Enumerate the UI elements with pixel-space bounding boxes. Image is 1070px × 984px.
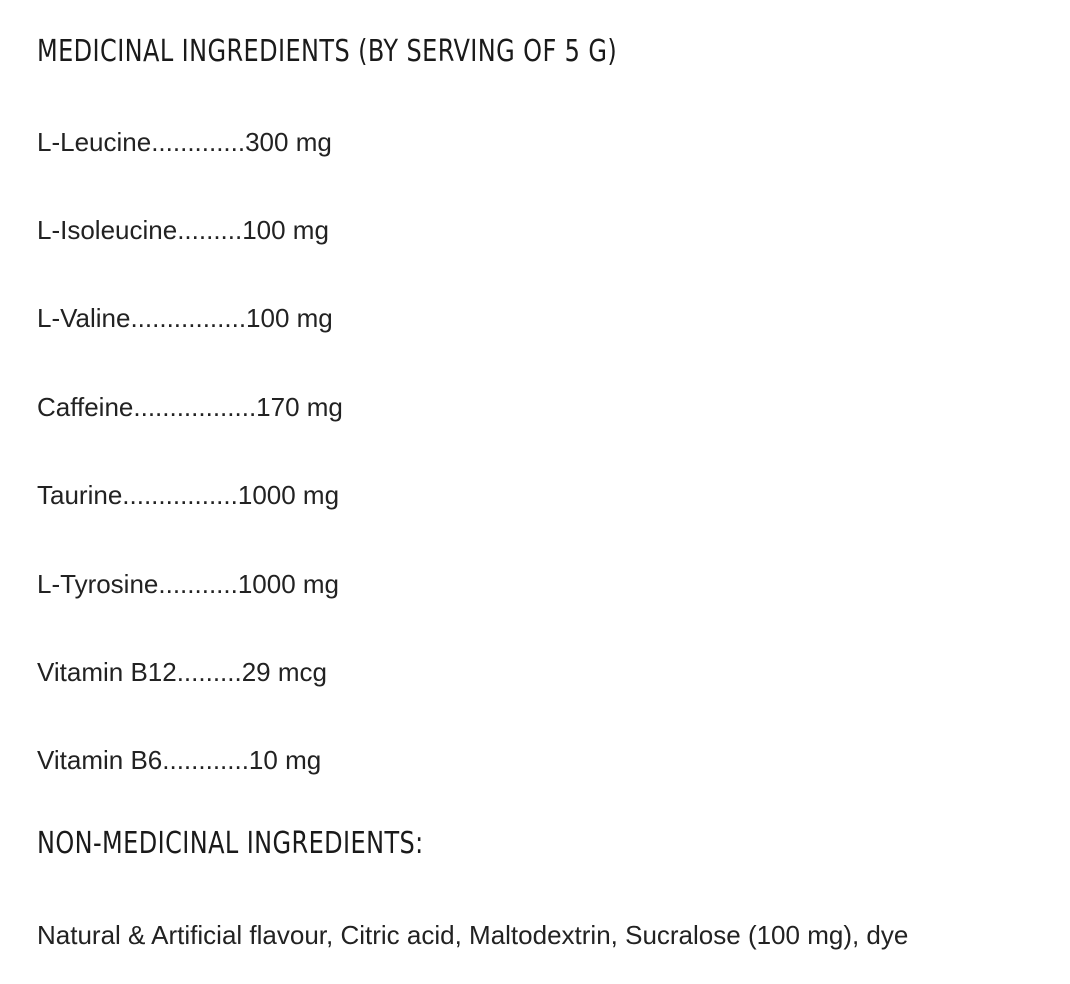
ingredient-l-tyrosine: L-Tyrosine...........1000 mg (37, 569, 340, 599)
ingredient-vitamin-b12: Vitamin B12.........29 mcg (37, 657, 327, 687)
ingredient-vitamin-b6: Vitamin B6............10 mg (37, 745, 322, 775)
medicinal-ingredients-heading: MEDICINAL INGREDIENTS (BY SERVING OF 5 G) (37, 34, 618, 69)
ingredient-l-isoleucine: L-Isoleucine.........100 mg (37, 215, 329, 245)
ingredient-taurine: Taurine................1000 mg (37, 480, 340, 510)
ingredient-l-leucine: L-Leucine.............300 mg (37, 127, 332, 157)
non-medicinal-ingredients-heading: NON-MEDICINAL INGREDIENTS: (37, 826, 424, 861)
ingredient-caffeine: Caffeine.................170 mg (37, 392, 343, 422)
ingredient-l-valine: L-Valine................100 mg (37, 303, 333, 333)
non-medicinal-ingredients-text: Natural & Artificial flavour, Citric acid, Maltodextrin, Sucralose (100 mg), dye (37, 920, 909, 950)
